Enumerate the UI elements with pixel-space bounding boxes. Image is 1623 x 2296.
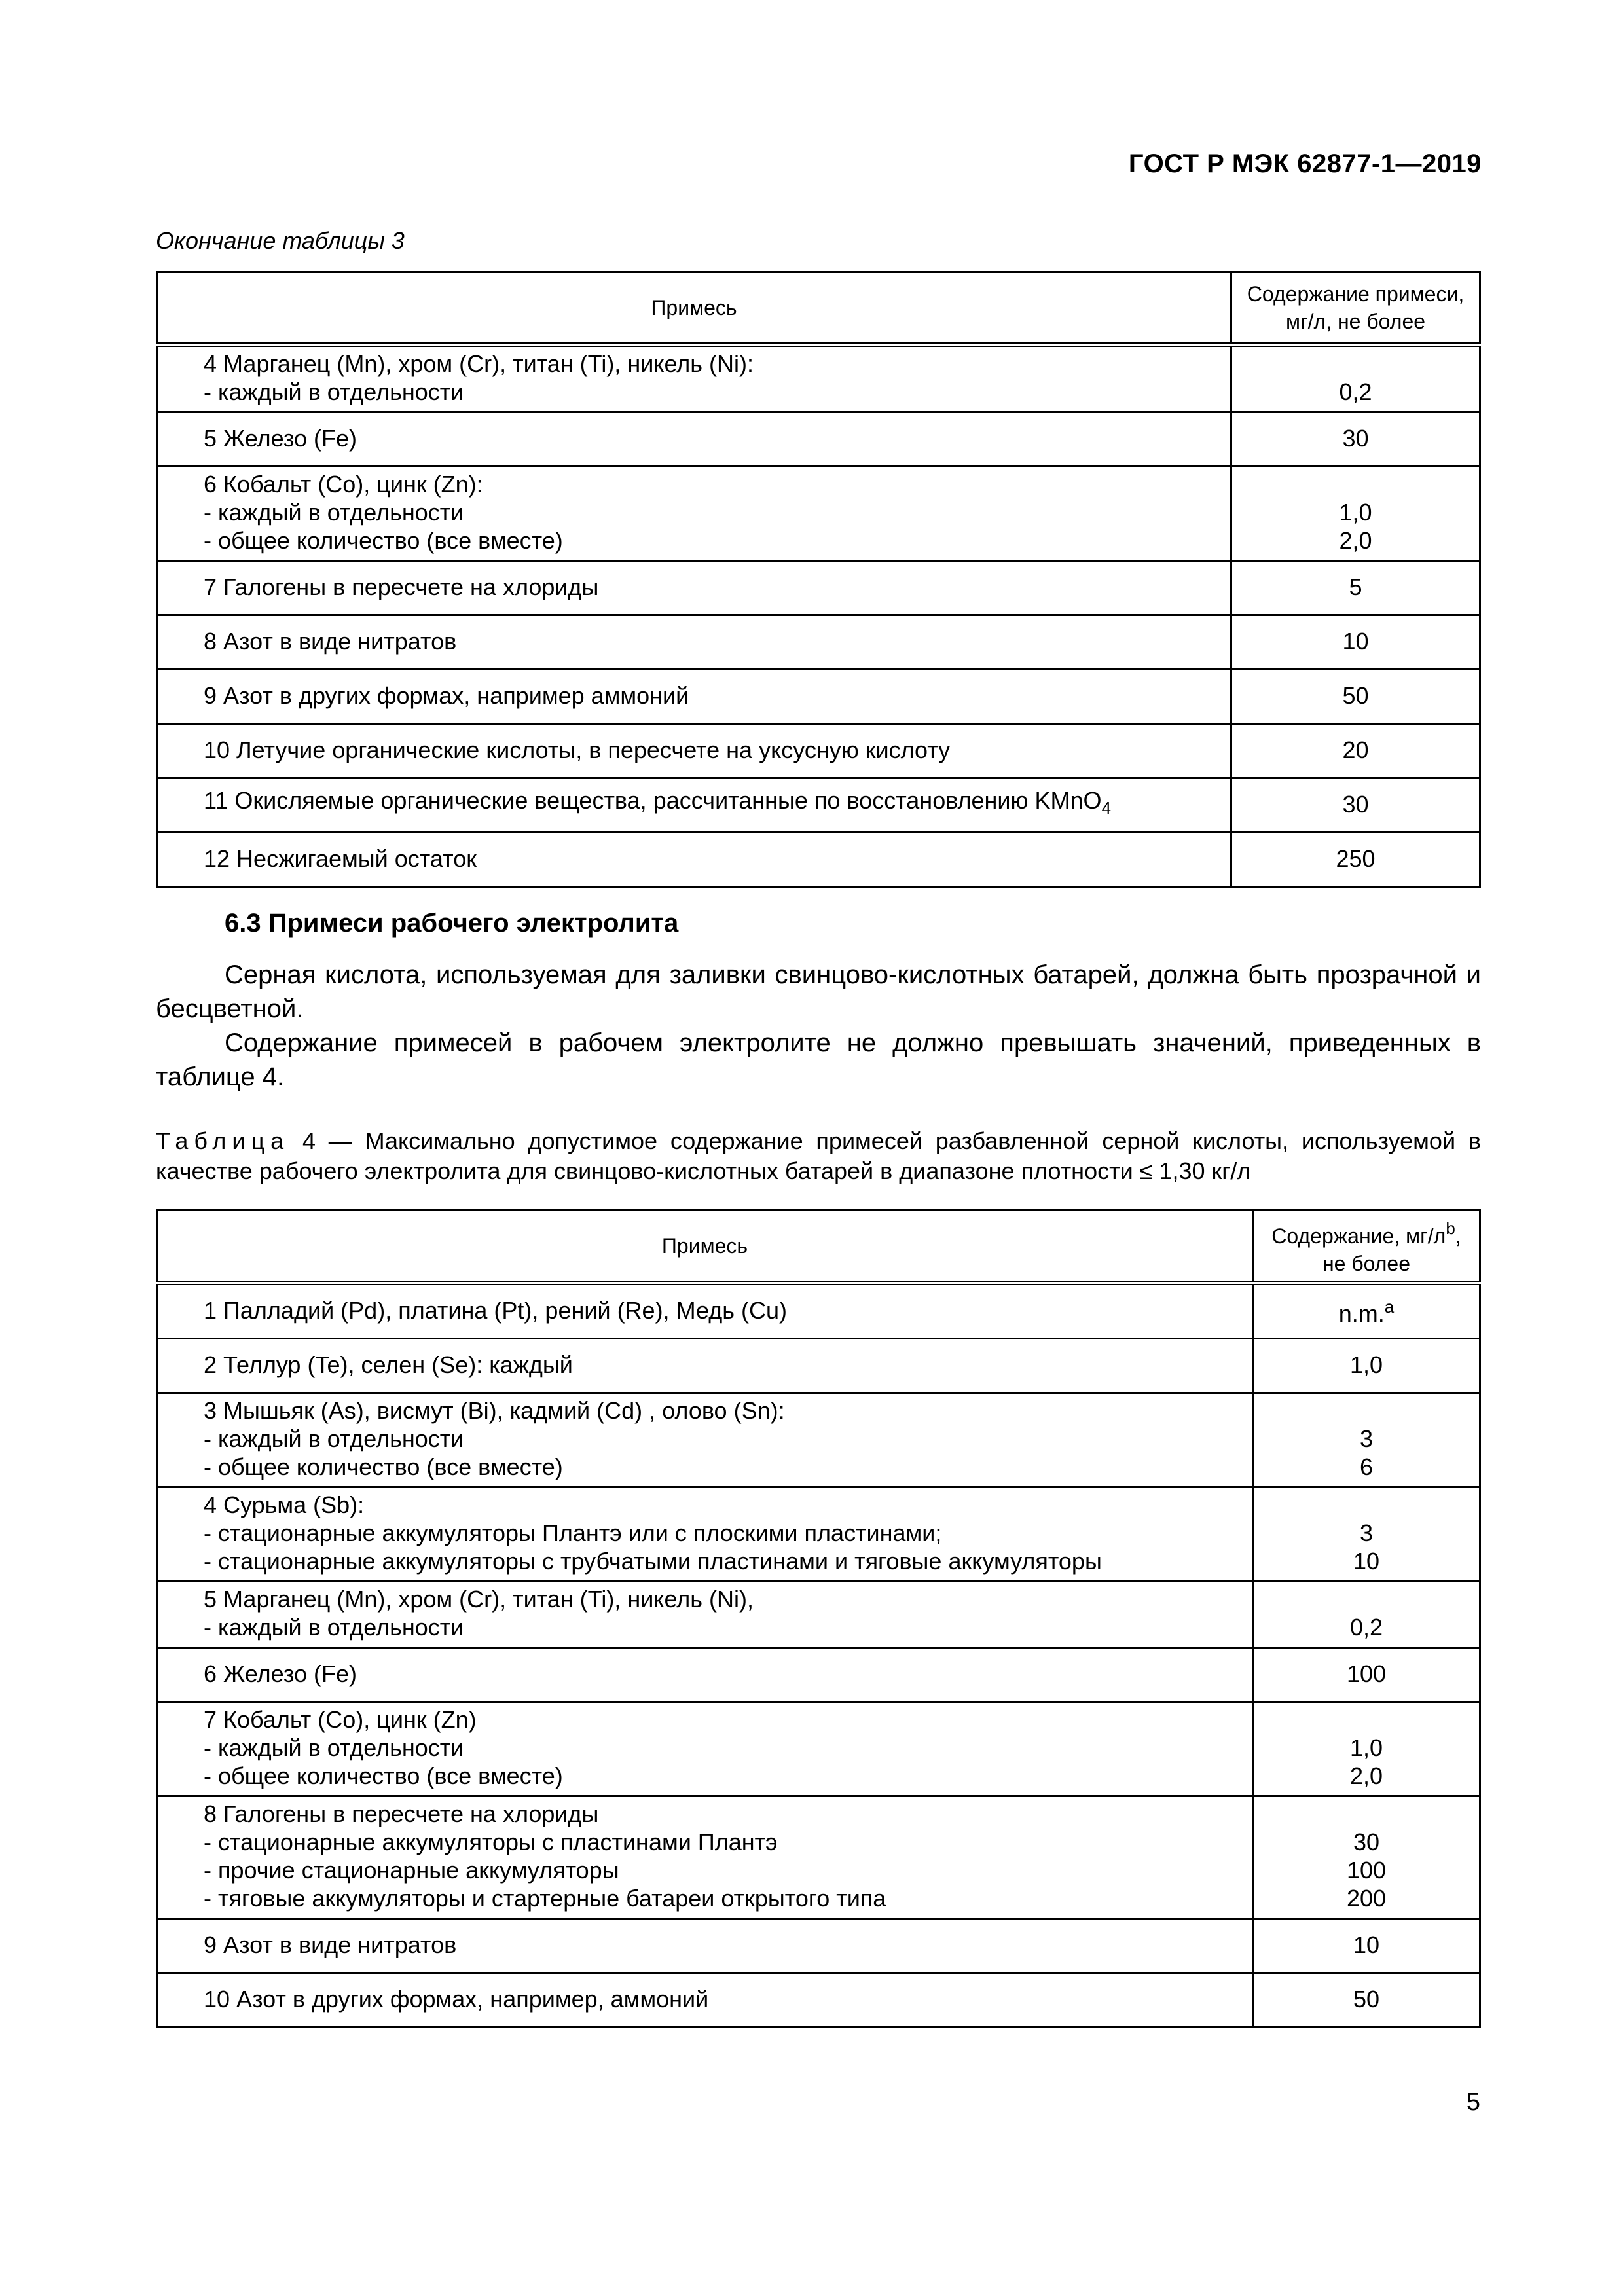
impurity-cell: 1 Палладий (Pd), платина (Pt), рений (Re), Медь (Cu): [157, 1283, 1253, 1339]
impurity-cell: 7 Кобальт (Co), цинк (Zn) - каждый в отдельности - общее количество (все вместе): [157, 1702, 1253, 1796]
content-value-cell: 1,0 2,0: [1253, 1702, 1480, 1796]
table-row: [157, 1796, 1480, 1919]
table-row: [157, 670, 1480, 724]
page-number: 5: [1466, 2088, 1480, 2116]
impurity-cell: 7 Галогены в пересчете на хлориды: [157, 561, 1231, 615]
impurity-cell: 12 Несжигаемый остаток: [157, 833, 1231, 887]
table-row: [157, 1393, 1480, 1487]
table-row: [157, 1582, 1480, 1648]
impurity-cell: 11 Окисляемые органические вещества, рассчитанные по восстановлению KMnO$_4$: [157, 778, 1231, 833]
table-row: [157, 1487, 1480, 1582]
impurity-cell: 4 Марганец (Mn), хром (Cr), титан (Ti), никель (Ni): - каждый в отдельности: [157, 345, 1231, 412]
table3: [156, 271, 1481, 888]
document-code: ГОСТ Р МЭК 62877-1—2019: [1128, 149, 1482, 178]
content-value-cell: 30 100 200: [1253, 1796, 1480, 1919]
table-row: [157, 724, 1480, 778]
table-row: [157, 1339, 1480, 1393]
content-value-cell: 30: [1231, 412, 1480, 467]
impurity-cell: 10 Летучие органические кислоты, в пересчете на уксусную кислоту: [157, 724, 1231, 778]
section-title: 6.3 Примеси рабочего электролита: [225, 909, 679, 938]
content-value-cell: 5: [1231, 561, 1480, 615]
content-value-cell: 10: [1253, 1919, 1480, 1973]
table-row: [157, 1283, 1480, 1339]
table-row: [157, 345, 1480, 412]
table-row: [157, 615, 1480, 670]
content-value-cell: 3 10: [1253, 1487, 1480, 1582]
content-value-cell: 100: [1253, 1648, 1480, 1702]
impurity-cell: 3 Мышьяк (As), висмут (Bi), кадмий (Cd) , олово (Sn): - каждый в отдельности - общее количество (все вместе): [157, 1393, 1253, 1487]
table-row: [157, 467, 1480, 561]
table4-header-impurity: Примесь: [157, 1211, 1253, 1283]
content-value-cell: 1,0: [1253, 1339, 1480, 1393]
table-row: [157, 778, 1480, 833]
impurity-cell: 9 Азот в других формах, например аммоний: [157, 670, 1231, 724]
content-value-cell: 0,2: [1253, 1582, 1480, 1648]
content-value-cell: 10: [1231, 615, 1480, 670]
impurity-cell: 10 Азот в других формах, например, аммоний: [157, 1973, 1253, 2028]
impurity-cell: 2 Теллур (Te), селен (Se): каждый: [157, 1339, 1253, 1393]
impurity-cell: 9 Азот в виде нитратов: [157, 1919, 1253, 1973]
impurity-cell: 6 Железо (Fe): [157, 1648, 1253, 1702]
content-value-cell: 50: [1253, 1973, 1480, 2028]
table4-header-content: Содержание, $мг/л^b$, не более: [1253, 1211, 1480, 1283]
impurity-cell: 5 Железо (Fe): [157, 412, 1231, 467]
content-value-cell: 50: [1231, 670, 1480, 724]
table-row: [157, 1648, 1480, 1702]
content-value-cell: n.m.$^a$: [1253, 1283, 1480, 1339]
content-value-cell: 30: [1231, 778, 1480, 833]
table3-header-content: Содержание примеси, мг/л, не более: [1231, 272, 1480, 345]
paragraph-1: Серная кислота, используемая для заливки свинцово-кислотных батарей, должна быть прозрачной и бесцветной.: [156, 960, 1481, 1023]
impurity-cell: 5 Марганец (Mn), хром (Cr), титан (Ti), никель (Ni), - каждый в отдельности: [157, 1582, 1253, 1648]
impurity-cell: 8 Азот в виде нитратов: [157, 615, 1231, 670]
table-row: [157, 1919, 1480, 1973]
table3-header-impurity: Примесь: [157, 272, 1231, 345]
table-row: [157, 412, 1480, 467]
content-value-cell: 20: [1231, 724, 1480, 778]
impurity-cell: 4 Сурьма (Sb): - стационарные аккумуляторы Плантэ или с плоскими пластинами; - стационарные аккумуляторы с трубчатыми пластинами и тяговые аккумуляторы: [157, 1487, 1253, 1582]
content-value-cell: 250: [1231, 833, 1480, 887]
content-value-cell: 1,0 2,0: [1231, 467, 1480, 561]
table-row: [157, 833, 1480, 887]
content-value-cell: 3 6: [1253, 1393, 1480, 1487]
paragraph-2: Содержание примесей в рабочем электролите не должно превышать значений, приведенных в таблице 4.: [156, 1029, 1481, 1091]
table-row: [157, 1702, 1480, 1796]
table-row: [157, 1973, 1480, 2028]
content-value-cell: 0,2: [1231, 345, 1480, 412]
table4: [156, 1209, 1481, 2028]
impurity-cell: 6 Кобальт (Co), цинк (Zn): - каждый в отдельности - общее количество (все вместе): [157, 467, 1231, 561]
table4-caption: Таблица 4 — Максимально допустимое содержание примесей разбавленной серной кислоты, используемой в качестве рабочего электролита для свинцово-кислотных батарей в диапазоне плотности ≤ 1,30 кг/л: [156, 1127, 1481, 1184]
table3-caption: Окончание таблицы 3: [156, 227, 405, 254]
impurity-cell: 8 Галогены в пересчете на хлориды - стационарные аккумуляторы с пластинами Плантэ - прочие стационарные аккумуляторы - тяговые аккумуляторы и стартерные батареи открытого типа: [157, 1796, 1253, 1919]
table-row: [157, 561, 1480, 615]
